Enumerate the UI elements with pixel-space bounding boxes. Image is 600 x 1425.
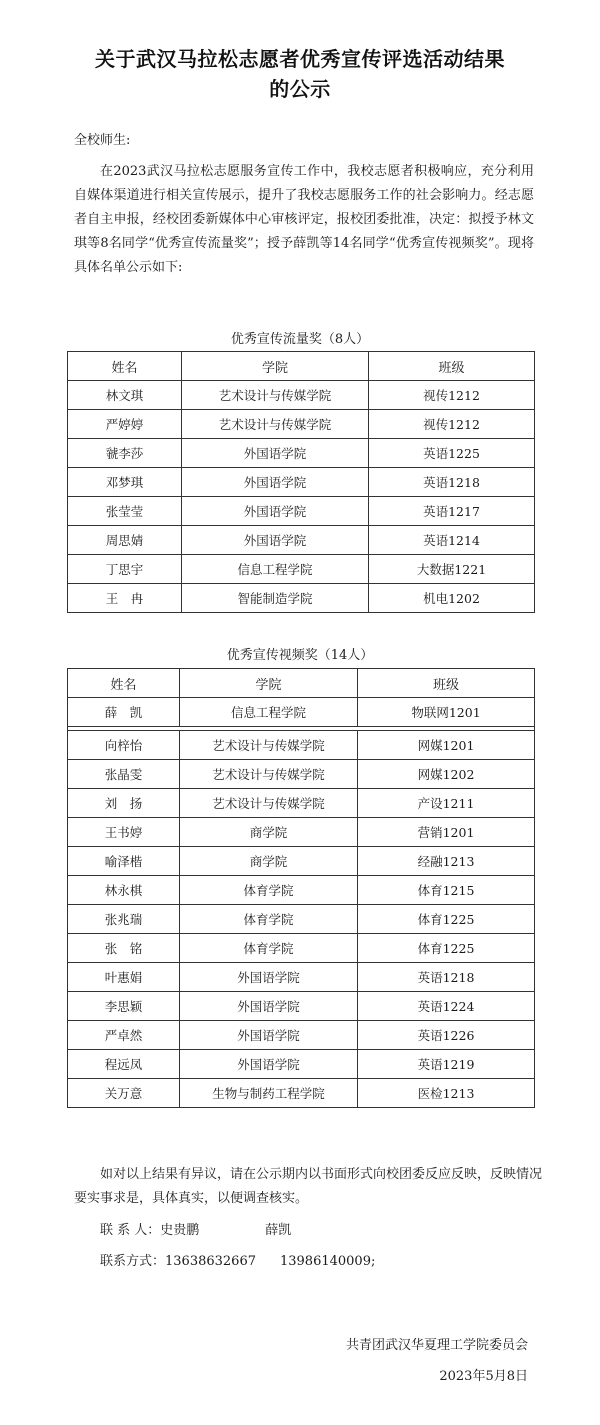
cell-college: 信息工程学院 (182, 555, 369, 584)
cell-name: 向梓怡 (68, 731, 180, 760)
cell-class: 英语1225 (369, 439, 535, 468)
cell-college: 信息工程学院 (180, 698, 358, 727)
cell-name: 张晶雯 (68, 760, 180, 789)
notice-title (40, 44, 560, 104)
cell-class: 英语1217 (369, 497, 535, 526)
cell-class: 网媒1202 (358, 760, 535, 789)
table-row (68, 1021, 535, 1050)
cell-name: 邓梦琪 (68, 468, 182, 497)
video-award-table (67, 668, 535, 1108)
cell-class: 物联网1201 (358, 698, 535, 727)
cell-college: 商学院 (180, 847, 358, 876)
contact-phone-2: 13986140009; (279, 1254, 376, 1269)
traffic-award-table (67, 351, 535, 613)
cell-name: 王书婷 (68, 818, 180, 847)
cell-name: 林文琪 (68, 381, 182, 410)
cell-college: 生物与制药工程学院 (180, 1079, 358, 1108)
cell-class: 经融1213 (358, 847, 535, 876)
cell-college: 商学院 (180, 818, 358, 847)
title-line-1: 关于武汉马拉松志愿者优秀宣传评选活动结果 (95, 47, 505, 71)
table2-caption: 优秀宣传视频奖（14人） (226, 648, 374, 663)
cell-class: 英语1218 (369, 468, 535, 497)
cell-college: 体育学院 (180, 934, 358, 963)
cell-class: 营销1201 (358, 818, 535, 847)
cell-college: 艺术设计与传媒学院 (180, 789, 358, 818)
contact-person-2: 薛凯 (265, 1223, 292, 1238)
cell-class: 英语1218 (358, 963, 535, 992)
cell-name: 周思婧 (68, 526, 182, 555)
table-row (68, 439, 535, 468)
contact-person: 联 系 人：史贵鹏 (100, 1223, 200, 1238)
table-row (68, 992, 535, 1021)
cell-college: 体育学院 (180, 876, 358, 905)
table-row (68, 847, 535, 876)
table-row (68, 468, 535, 497)
cell-name: 张 铭 (68, 934, 180, 963)
table-row (68, 934, 535, 963)
contact-phone: 联系方式：13638632667 (100, 1254, 256, 1269)
header-name: 姓名 (68, 352, 182, 381)
cell-college: 外国语学院 (182, 439, 369, 468)
contact-phone-line (100, 1252, 375, 1272)
cell-class: 医检1213 (358, 1079, 535, 1108)
cell-college: 艺术设计与传媒学院 (182, 410, 369, 439)
cell-college: 智能制造学院 (182, 584, 369, 613)
cell-class: 体育1215 (358, 876, 535, 905)
cell-class: 机电1202 (369, 584, 535, 613)
cell-college: 外国语学院 (180, 963, 358, 992)
title-line-2: 的公示 (269, 77, 331, 101)
cell-name: 李思颖 (68, 992, 180, 1021)
table-header-row (68, 669, 535, 698)
header-class: 班级 (369, 352, 535, 381)
table-row (68, 410, 535, 439)
table-row (68, 584, 535, 613)
table-row (68, 526, 535, 555)
cell-college: 外国语学院 (182, 468, 369, 497)
cell-name: 张兆瑞 (68, 905, 180, 934)
signature-org: 共青团武汉华夏理工学院委员会 (345, 1338, 528, 1353)
table-row (68, 731, 535, 760)
cell-name: 王 冉 (68, 584, 182, 613)
cell-name: 张莹莹 (68, 497, 182, 526)
cell-name: 严婷婷 (68, 410, 182, 439)
signature-date: 2023年5月8日 (439, 1369, 528, 1384)
cell-name: 丁思宇 (68, 555, 182, 584)
header-class: 班级 (358, 669, 535, 698)
salutation: 全校师生: (74, 133, 131, 148)
contact-person-line (100, 1221, 291, 1241)
cell-name: 程远凤 (68, 1050, 180, 1079)
table-row (68, 497, 535, 526)
table1-caption: 优秀宣传流量奖（8人） (230, 332, 370, 347)
cell-college: 艺术设计与传媒学院 (180, 731, 358, 760)
header-college: 学院 (180, 669, 358, 698)
header-college: 学院 (182, 352, 369, 381)
table-row (68, 905, 535, 934)
intro-paragraph: 在2023武汉马拉松志愿服务宣传工作中，我校志愿者积极响应，充分利用自媒体渠道进行相关宣传展示，提升了我校志愿服务工作的社会影响力。经志愿者自主申报，经校团委新媒体中心审核评定，报校团委批准，决定：拟授予林文琪等8名同学“优秀宣传流量奖”；授予薛凯等14名同学“优秀宣传视频奖”。现将具体名单公示如下: (74, 164, 534, 275)
cell-college: 外国语学院 (180, 992, 358, 1021)
table-row (68, 381, 535, 410)
cell-class: 视传1212 (369, 381, 535, 410)
table-row (68, 760, 535, 789)
table-row (68, 1050, 535, 1079)
cell-college: 外国语学院 (180, 1021, 358, 1050)
cell-name: 薛 凯 (68, 698, 180, 727)
cell-class: 英语1226 (358, 1021, 535, 1050)
table-row (68, 1079, 535, 1108)
cell-college: 艺术设计与传媒学院 (180, 760, 358, 789)
cell-class: 英语1224 (358, 992, 535, 1021)
cell-name: 严卓然 (68, 1021, 180, 1050)
cell-name: 虢李莎 (68, 439, 182, 468)
objection-paragraph: 如对以上结果有异议，请在公示期内以书面形式向校团委反应反映，反映情况要实事求是，具体真实，以便调查核实。 (74, 1167, 543, 1206)
cell-class: 大数据1221 (369, 555, 535, 584)
cell-college: 外国语学院 (180, 1050, 358, 1079)
cell-class: 产设1211 (358, 789, 535, 818)
table-header-row (68, 352, 535, 381)
cell-name: 刘 扬 (68, 789, 180, 818)
cell-class: 视传1212 (369, 410, 535, 439)
cell-name: 叶惠娟 (68, 963, 180, 992)
cell-class: 英语1219 (358, 1050, 535, 1079)
table-row (68, 698, 535, 727)
table-row (68, 789, 535, 818)
cell-class: 体育1225 (358, 905, 535, 934)
table-row (68, 876, 535, 905)
cell-college: 艺术设计与传媒学院 (182, 381, 369, 410)
cell-class: 英语1214 (369, 526, 535, 555)
cell-college: 外国语学院 (182, 526, 369, 555)
header-name: 姓名 (68, 669, 180, 698)
table-row (68, 963, 535, 992)
cell-name: 喻泽楷 (68, 847, 180, 876)
cell-college: 外国语学院 (182, 497, 369, 526)
cell-name: 关万意 (68, 1079, 180, 1108)
cell-college: 体育学院 (180, 905, 358, 934)
cell-class: 体育1225 (358, 934, 535, 963)
cell-class: 网媒1201 (358, 731, 535, 760)
table-row (68, 555, 535, 584)
cell-name: 林永棋 (68, 876, 180, 905)
table-row (68, 818, 535, 847)
